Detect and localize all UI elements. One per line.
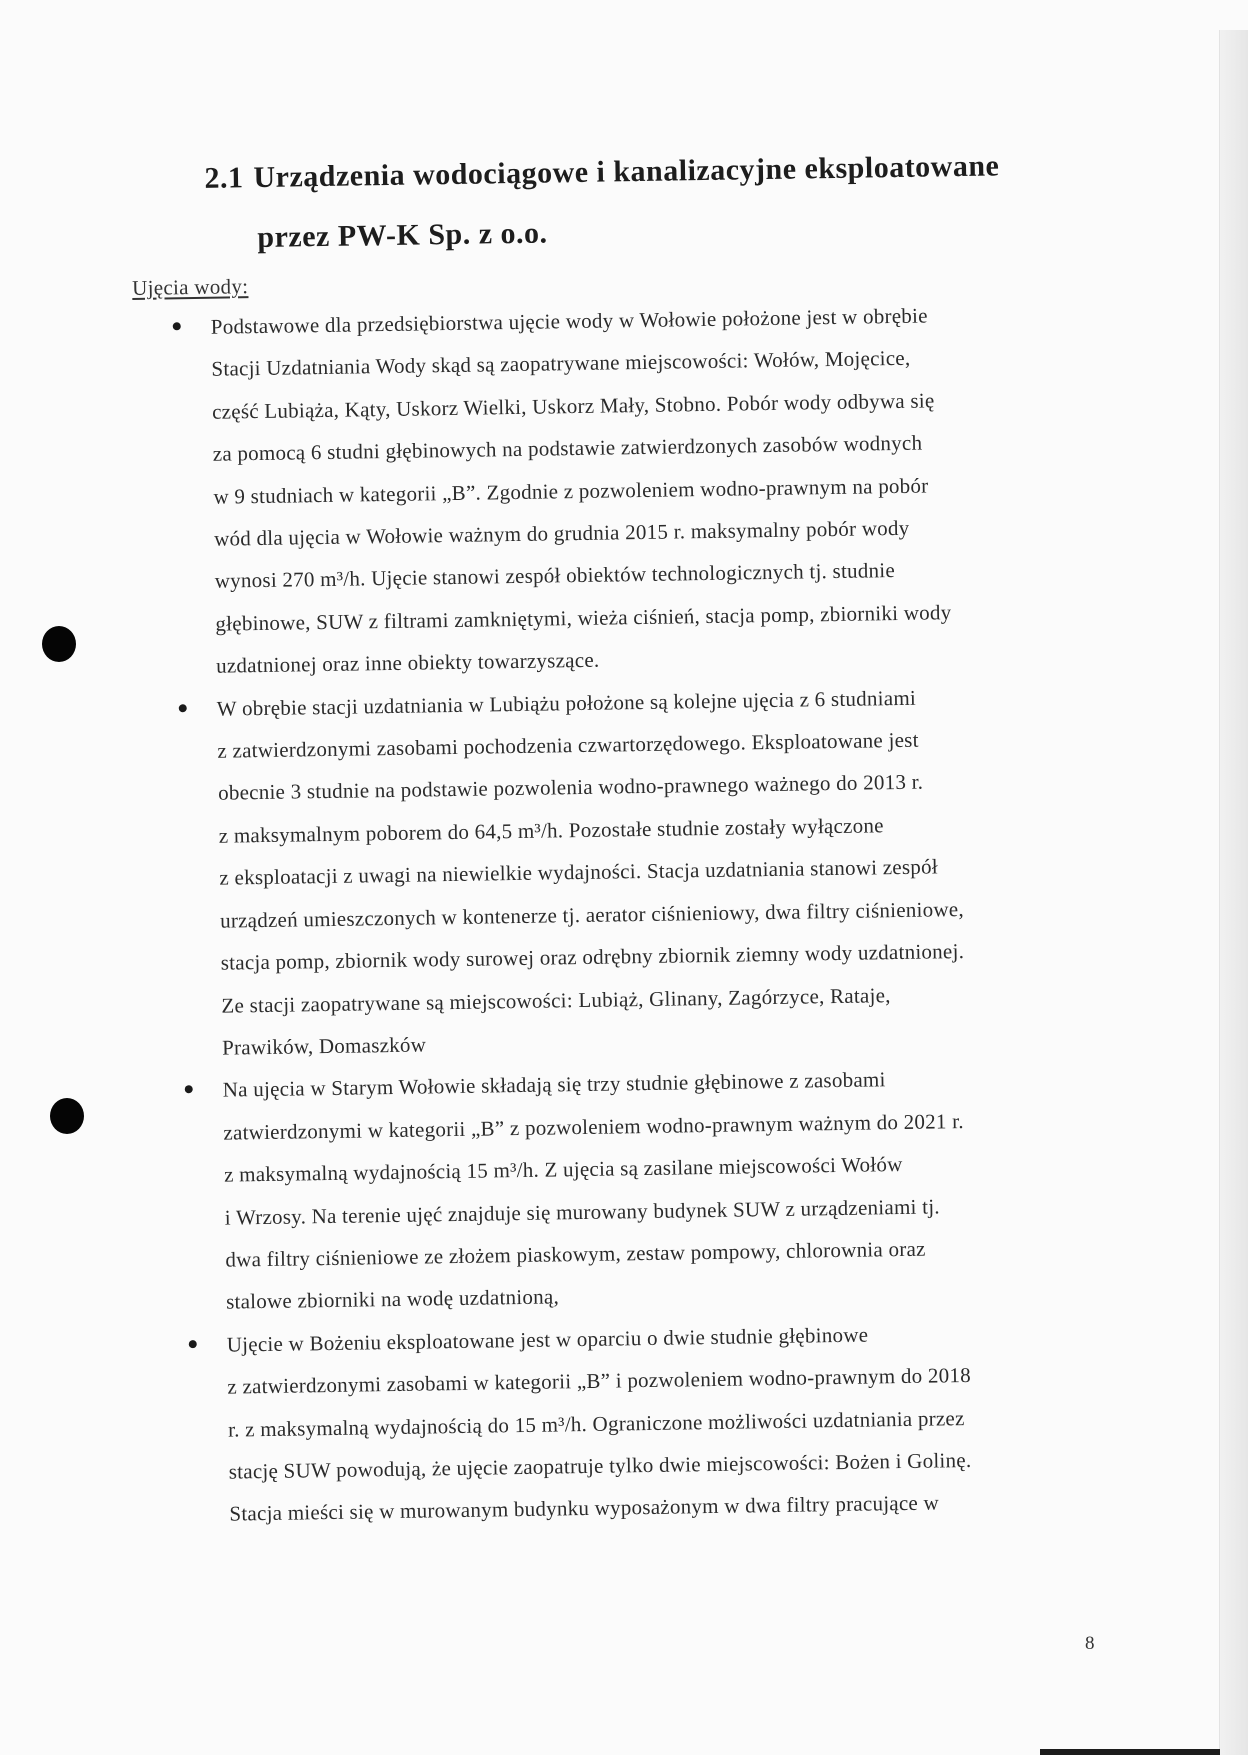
list-item: [132, 292, 1098, 689]
section-number: 2.1: [204, 161, 244, 195]
list-item: [138, 674, 1104, 1071]
section-title-line-1: Urządzenia wodociągowe i kanalizacyjne eksploatowane: [253, 149, 1000, 195]
section-heading: [130, 135, 1092, 270]
page-number: 8: [1085, 1633, 1095, 1654]
bullet-icon: [185, 1085, 193, 1093]
water-intake-list: [132, 292, 1111, 1537]
list-item-text: Podstawowe dla przedsiębiorstwa ujęcie wody w Wołowie położone jest w obrębie Stacji Uzdatniania Wody skąd są zaopatrywane miejscowości: Wołów, Mojęcice, część Lubiąża, Kąty, Uskorz Wielki, Uskorz Mały, Stobno. Pobór wody odbywa się za pomocą 6 studni głębinowych na podstawie zatwierdzonych zasobów wodnych w 9 studniach w kategorii „B”. Zgodnie z pozwoleniem wodno-prawnym na pobór wód dla ujęcia w Wołowie ważnym do grudnia 2015 r. maksymalny pobór wody wynosi 270 m³/h. Ujęcie stanowi zespół obiektów technologicznych tj. studnie głębinowe, SUW z filtrami zamkniętymi, wieża ciśnień, stacja pomp, zbiorniki wody uzdatnionej oraz inne obiekty towarzyszące.: [210, 303, 952, 678]
punch-hole-mark: [42, 626, 76, 662]
bullet-icon: [173, 322, 181, 330]
scan-bottom-edge: [1040, 1749, 1220, 1755]
subsection-label: Ujęcia wody:: [131, 274, 249, 300]
punch-hole-mark: [50, 1098, 84, 1134]
list-item-text: Ujęcie w Bożeniu eksploatowane jest w oparciu o dwie studnie głębinowe z zatwierdzonymi zasobami w kategorii „B” i pozwoleniem wodno-prawnym do 2018 r. z maksymalną wydajnością do 15 m³/h. Ograniczone możliwości uzdatniania przez stację SUW powodują, że ujęcie zaopatruje tylko dwie miejscowości: Bożen i Golinę. Stacja mieści się w murowanym budynku wyposażonym w dwa filtry pracujące w: [226, 1322, 972, 1526]
bullet-icon: [179, 704, 187, 712]
list-item-text: W obrębie stacji uzdatniania w Lubiążu położone są kolejne ujęcia z 6 studniami z zatwierdzonymi zasobami pochodzenia czwartorzędowego. Eksploatowane jest obecnie 3 studnie na podstawie pozwolenia wodno-prawnego ważnego do 2013 r. z maksymalnym poborem do 64,5 m³/h. Pozostałe studnie zostały wyłączone z eksploatacji z uwagi na niewielkie wydajności. Stacja uzdatniania stanowi zespół urządzeń umieszczonych w kontenerze tj. aerator ciśnieniowy, dwa filtry ciśnieniowe, stacja pomp, zbiornik wody surowej oraz odrębny zbiornik ziemny wody uzdatnionej. Ze stacji zaopatrywane są miejscowości: Lubiąż, Glinany, Zagórzyce, Rataje, Prawików, Domaszków: [216, 685, 965, 1060]
list-item: [144, 1055, 1108, 1324]
section-title-line-2: przez PW-K Sp. z o.o.: [257, 216, 548, 255]
list-item-text: Na ujęcia w Starym Wołowie składają się trzy studnie głębinowe z zasobami zatwierdzonymi w kategorii „B” z pozwoleniem wodno-prawnym ważnym do 2021 r. z maksymalną wydajnością 15 m³/h. Z ujęcia są zasilane miejscowości Wołów i Wrzosy. Na terenie ujęć znajduje się murowany budynek SUW z urządzeniami tj. dwa filtry ciśnieniowe ze złożem piaskowym, zestaw pompowy, chlorownia oraz stalowe zbiorniki na wodę uzdatnioną,: [222, 1067, 964, 1314]
page-content: [130, 135, 1112, 1537]
bullet-icon: [189, 1340, 197, 1348]
scan-right-edge: [1219, 30, 1248, 1755]
list-item: [148, 1310, 1111, 1537]
